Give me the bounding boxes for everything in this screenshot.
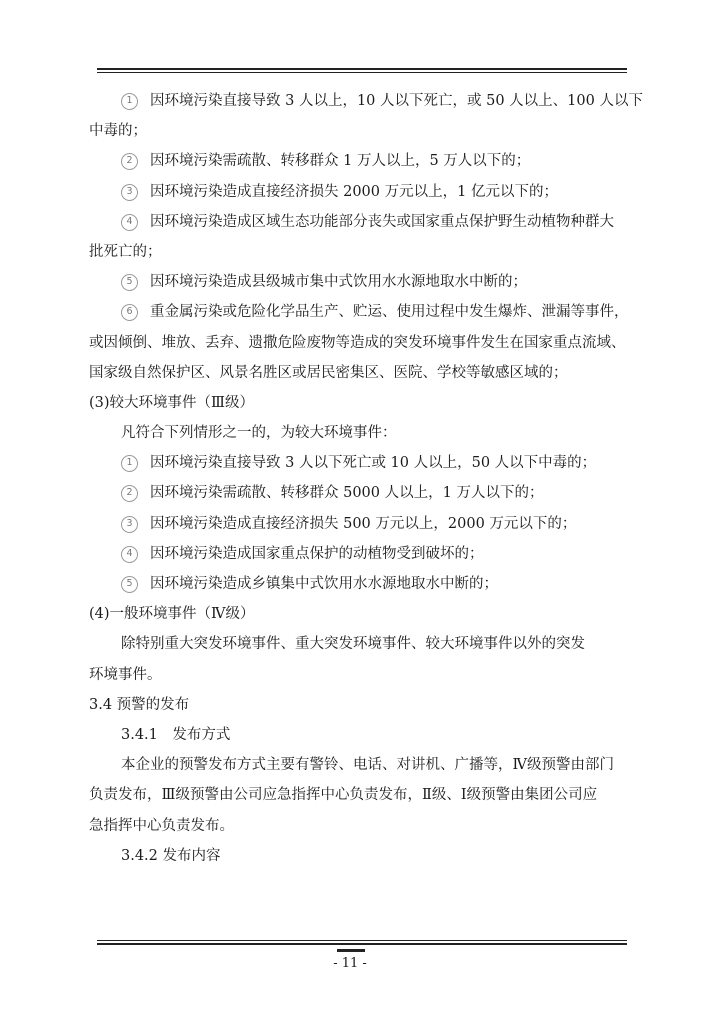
circled-number: 2 [121,485,138,502]
list-item: 6 重金属污染或危险化学品生产、贮运、使用过程中发生爆炸、泄漏等事件， [89,297,629,327]
list-item: 4 因环境污染造成区域生态功能部分丧失或国家重点保护野生动植物种群大 [89,207,629,237]
list-item: 1 因环境污染直接导致 3 人以上，10 人以下死亡，或 50 人以上、100 人以下 [89,86,629,116]
page-number: - 11 - [333,956,367,971]
circled-number: 5 [121,576,138,593]
circled-number: 3 [121,184,138,201]
section-intro: 凡符合下列情形之一的，为较大环境事件： [121,425,397,442]
header-rule-thin [97,72,627,73]
list-item: 1 因环境污染直接导致 3 人以下死亡或 10 人以上，50 人以下中毒的； [89,448,629,478]
list-item-continuation: 国家级自然保护区、风景名胜区或居民密集区、医院、学校等敏感区域的； [89,364,568,381]
list-item-continuation: 批死亡的； [89,243,162,260]
circled-number: 1 [121,93,138,110]
list-item: 3 因环境污染造成直接经济损失 500 万元以上，2000 万元以下的； [89,509,629,539]
paragraph-line: 负责发布，Ⅲ级预警由公司应急指挥中心负责发布，Ⅱ级、Ⅰ级预警由集团公司应 [89,787,598,804]
list-item: 4 因环境污染造成国家重点保护的动植物受到破坏的； [89,539,629,569]
document-body [89,86,643,871]
header-rule-thick [97,68,627,70]
list-item: 3 因环境污染造成直接经济损失 2000 万元以上，1 亿元以下的； [89,177,629,207]
circled-number: 6 [121,304,138,321]
circled-number: 5 [121,274,138,291]
paragraph-line: 急指挥中心负责发布。 [89,817,234,834]
subsection-heading: 3.4.1 发布方式 [121,726,231,743]
footer-rule-thin [97,940,627,941]
circled-number: 4 [121,546,138,563]
footer-rule-thick [97,943,627,945]
section-heading: 3.4 预警的发布 [89,696,190,713]
list-item-continuation: 中毒的； [89,123,147,140]
list-item: 5 因环境污染造成乡镇集中式饮用水水源地取水中断的； [89,569,629,599]
list-item-continuation: 或因倾倒、堆放、丢弃、遗撒危险废物等造成的突发环境事件发生在国家重点流域、 [89,334,626,351]
circled-number: 1 [121,455,138,472]
circled-number: 4 [121,214,138,231]
subsection-heading: 3.4.2 发布内容 [121,847,221,864]
section-heading: (3)较大环境事件（Ⅲ级） [89,394,255,411]
section-heading: (4)一般环境事件（Ⅳ级） [89,606,255,623]
paragraph-line: 除特别重大突发环境事件、重大突发环境事件、较大环境事件以外的突发 [121,636,585,653]
list-item: 2 因环境污染需疏散、转移群众 1 万人以上，5 万人以下的； [89,146,629,176]
footer-mark [337,949,365,952]
paragraph-line: 环境事件。 [89,666,162,683]
circled-number: 2 [121,153,138,170]
list-item: 5 因环境污染造成县级城市集中式饮用水水源地取水中断的； [89,267,629,297]
paragraph-line: 本企业的预警发布方式主要有警铃、电话、对讲机、广播等，Ⅳ级预警由部门 [121,757,614,774]
list-item: 2 因环境污染需疏散、转移群众 5000 人以上，1 万人以下的； [89,478,629,508]
circled-number: 3 [121,516,138,533]
